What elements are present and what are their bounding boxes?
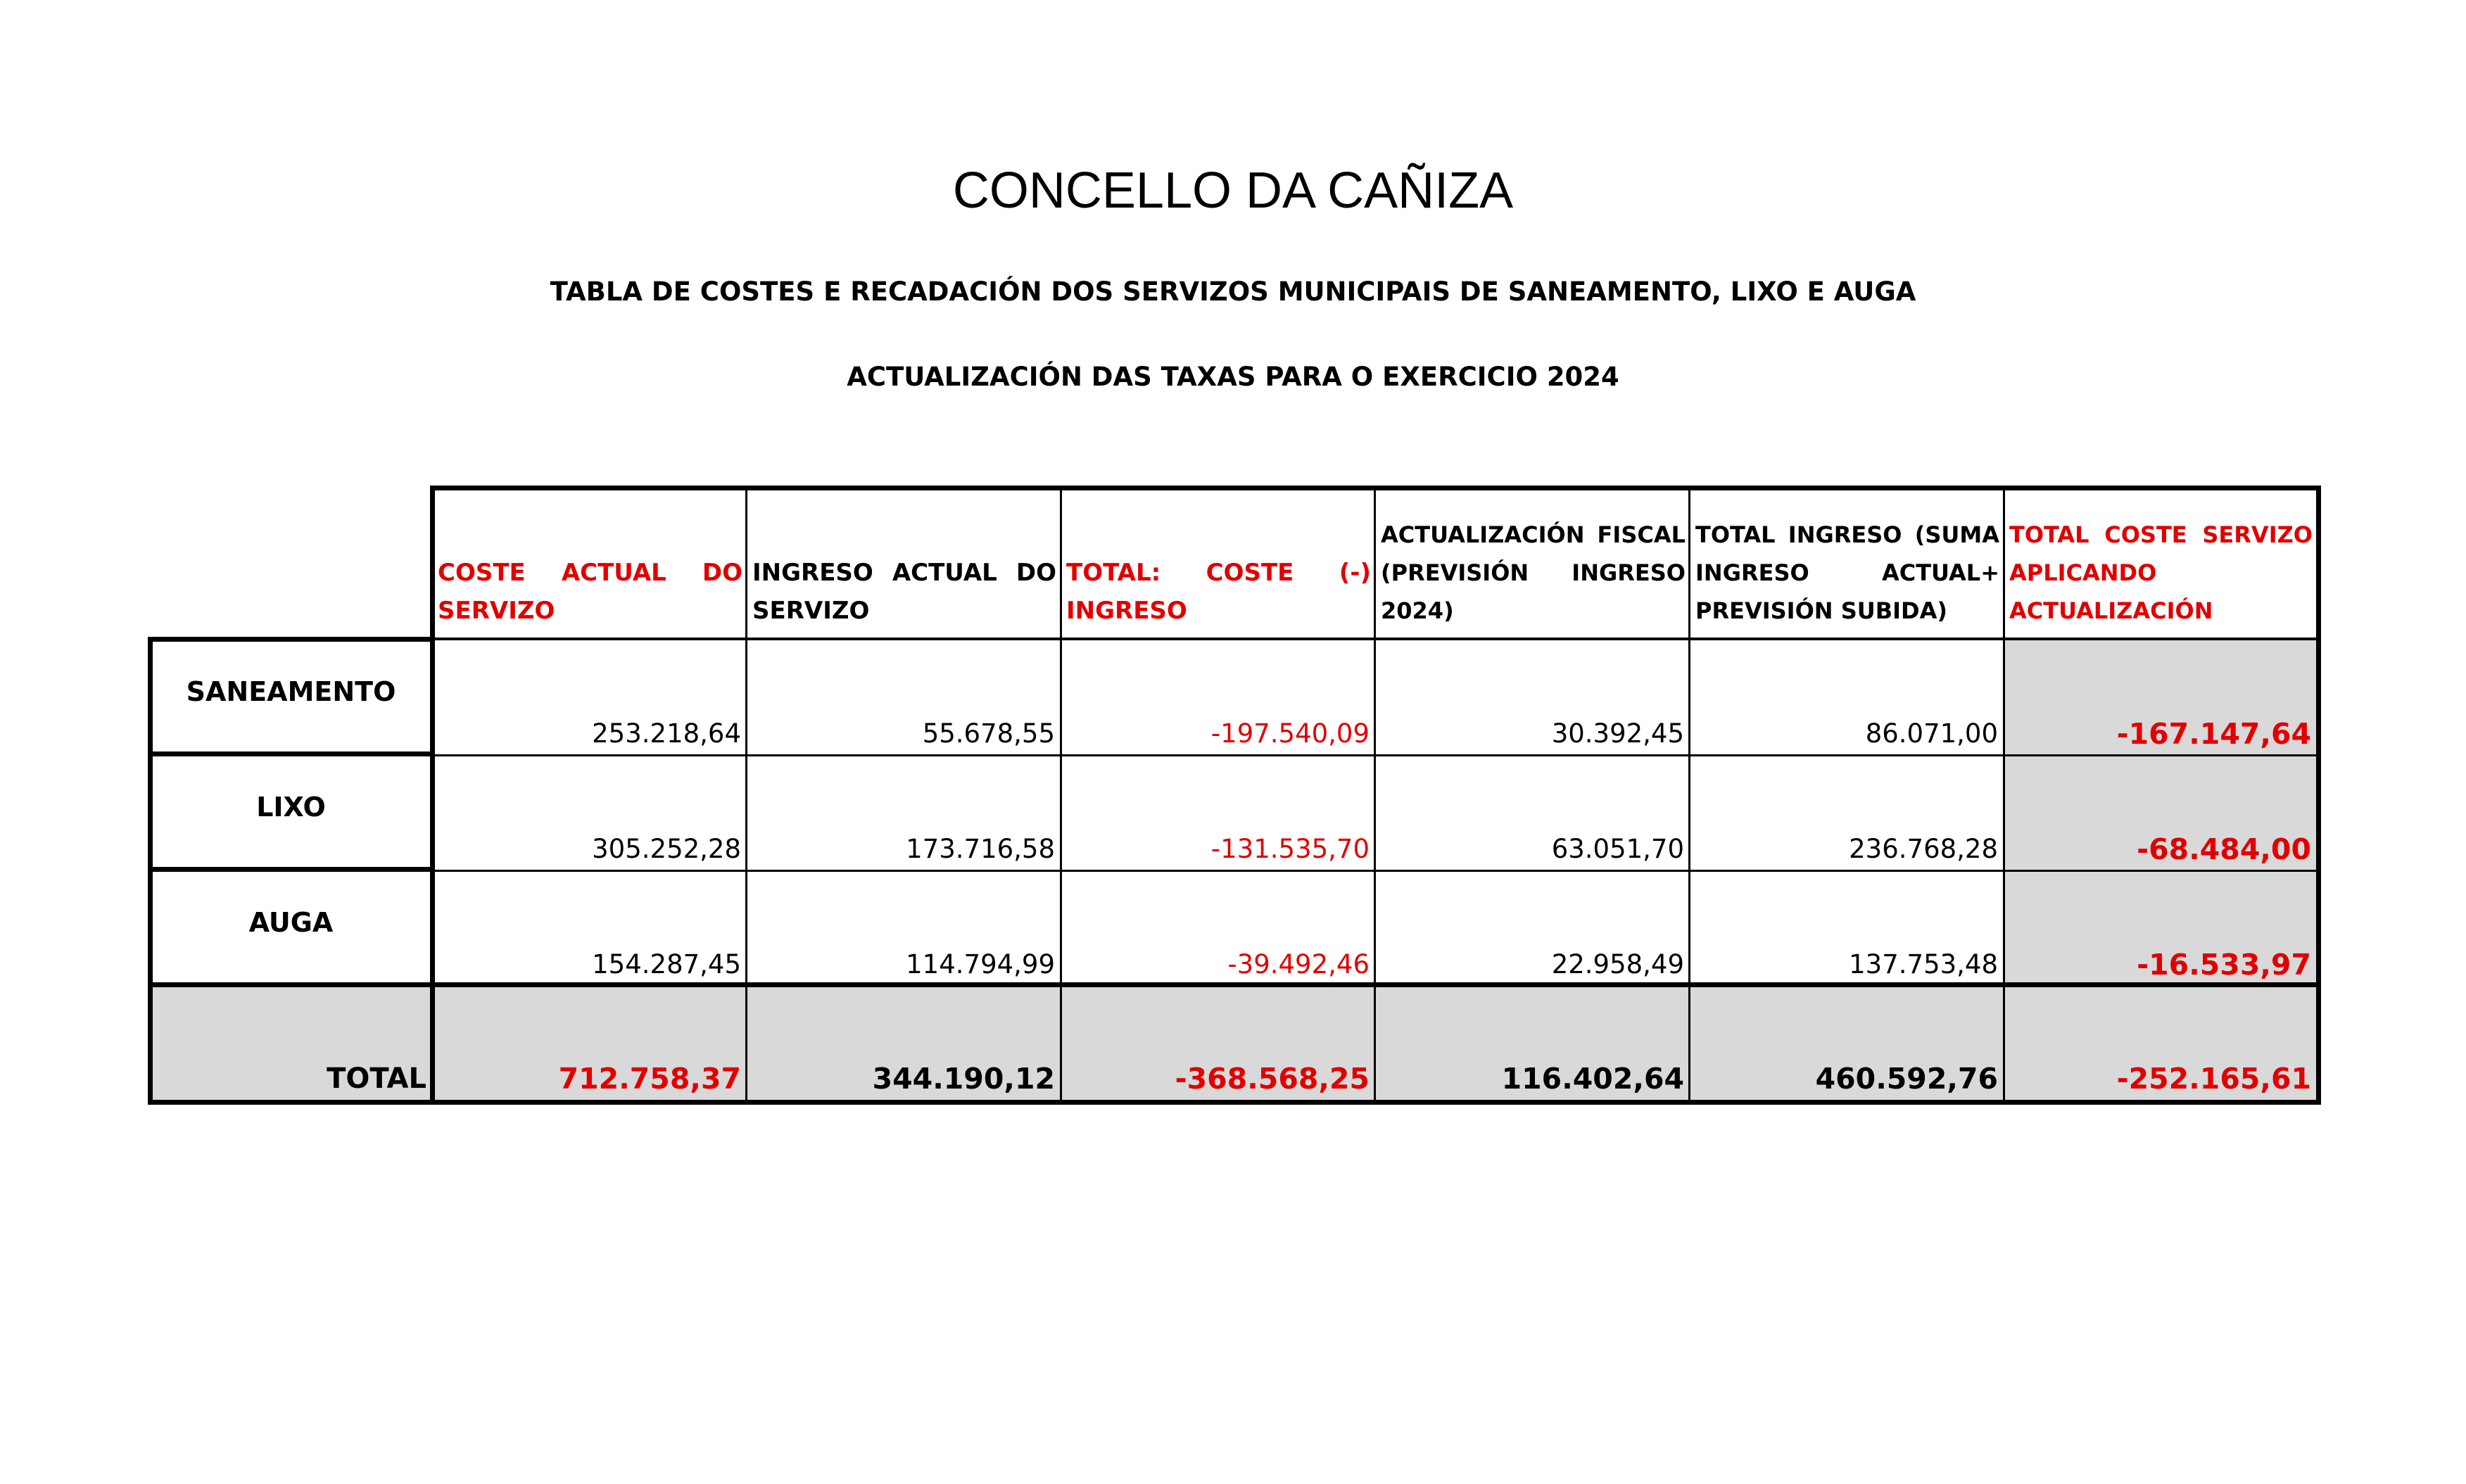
header-total-coste-ingreso: TOTAL: COSTE (-) INGRESO <box>1066 559 1371 625</box>
table-border <box>430 486 2321 490</box>
row-label-auga: AUGA <box>248 907 334 938</box>
header-total-coste-servizo: TOTAL COSTE SERVIZO APLICANDO ACTUALIZACIÓN <box>2009 521 2313 624</box>
table-cell: 236.768,28 <box>1849 834 1998 864</box>
grid-line <box>1060 489 1062 1101</box>
total-cell: -368.568,25 <box>1061 986 1375 1101</box>
grid-line <box>2003 489 2005 1101</box>
document-subtitle-year: ACTUALIZACIÓN DAS TAXAS PARA O EXERCICIO 2024 <box>847 362 1619 392</box>
total-cell: 344.190,12 <box>747 986 1061 1101</box>
table-cell: 154.287,45 <box>592 949 741 979</box>
table-cell: -16.533,97 <box>2004 870 2317 986</box>
table-border <box>2316 486 2321 1105</box>
grid-line <box>745 489 747 1101</box>
table-cell: 55.678,55 <box>922 718 1055 749</box>
table-border <box>148 637 433 642</box>
table-border <box>148 751 433 756</box>
table-cell: 30.392,45 <box>1551 718 1684 749</box>
table-border <box>430 486 435 1105</box>
table-cell: 22.958,49 <box>1551 949 1684 979</box>
table-cell: 305.252,28 <box>592 834 741 864</box>
header-total-ingreso: TOTAL INGRESO (SUMA INGRESO ACTUAL+ PREVISIÓN SUBIDA) <box>1695 521 1999 624</box>
grid-line <box>432 754 2318 756</box>
table-border <box>148 1100 2321 1105</box>
table-border <box>148 867 433 872</box>
total-cell: -252.165,61 <box>2004 986 2317 1101</box>
page-title: CONCELLO DA CAÑIZA <box>952 163 1514 219</box>
table-cell: 137.753,48 <box>1849 949 1998 979</box>
row-label-saneamento: SANEAMENTO <box>186 676 396 707</box>
document-subtitle: TABLA DE COSTES E RECADACIÓN DOS SERVIZOS MUNICIPAIS DE SANEAMENTO, LIXO E AUGA <box>550 277 1916 307</box>
row-label-lixo: LIXO <box>256 792 326 823</box>
total-row-label: TOTAL <box>150 986 432 1101</box>
grid-line <box>1374 489 1376 1101</box>
table-cell: -131.535,70 <box>1210 834 1370 864</box>
table-cell: 63.051,70 <box>1551 834 1684 864</box>
total-cell: 712.758,37 <box>432 986 747 1101</box>
header-actualizacion-fiscal: ACTUALIZACIÓN FISCAL (PREVISIÓN INGRESO 2024) <box>1381 521 1686 624</box>
total-cell: 460.592,76 <box>1690 986 2004 1101</box>
total-cell: 116.402,64 <box>1375 986 1690 1101</box>
header-coste-actual: COSTE ACTUAL DO SERVIZO <box>438 559 742 625</box>
table-cell: -167.147,64 <box>2004 640 2317 755</box>
table-cell: -197.540,09 <box>1210 718 1370 749</box>
table-cell: 86.071,00 <box>1865 718 1998 749</box>
grid-line <box>432 870 2318 872</box>
table-cell: 173.716,58 <box>906 834 1055 864</box>
table-cell: 114.794,99 <box>906 949 1055 979</box>
table-cell: 253.218,64 <box>592 718 741 749</box>
table-cell: -39.492,46 <box>1227 949 1370 979</box>
table-border <box>148 982 2321 987</box>
header-ingreso-actual: INGRESO ACTUAL DO SERVIZO <box>752 559 1056 625</box>
table-border <box>432 638 2318 640</box>
grid-line <box>1688 489 1690 1101</box>
table-cell: -68.484,00 <box>2004 755 2317 870</box>
